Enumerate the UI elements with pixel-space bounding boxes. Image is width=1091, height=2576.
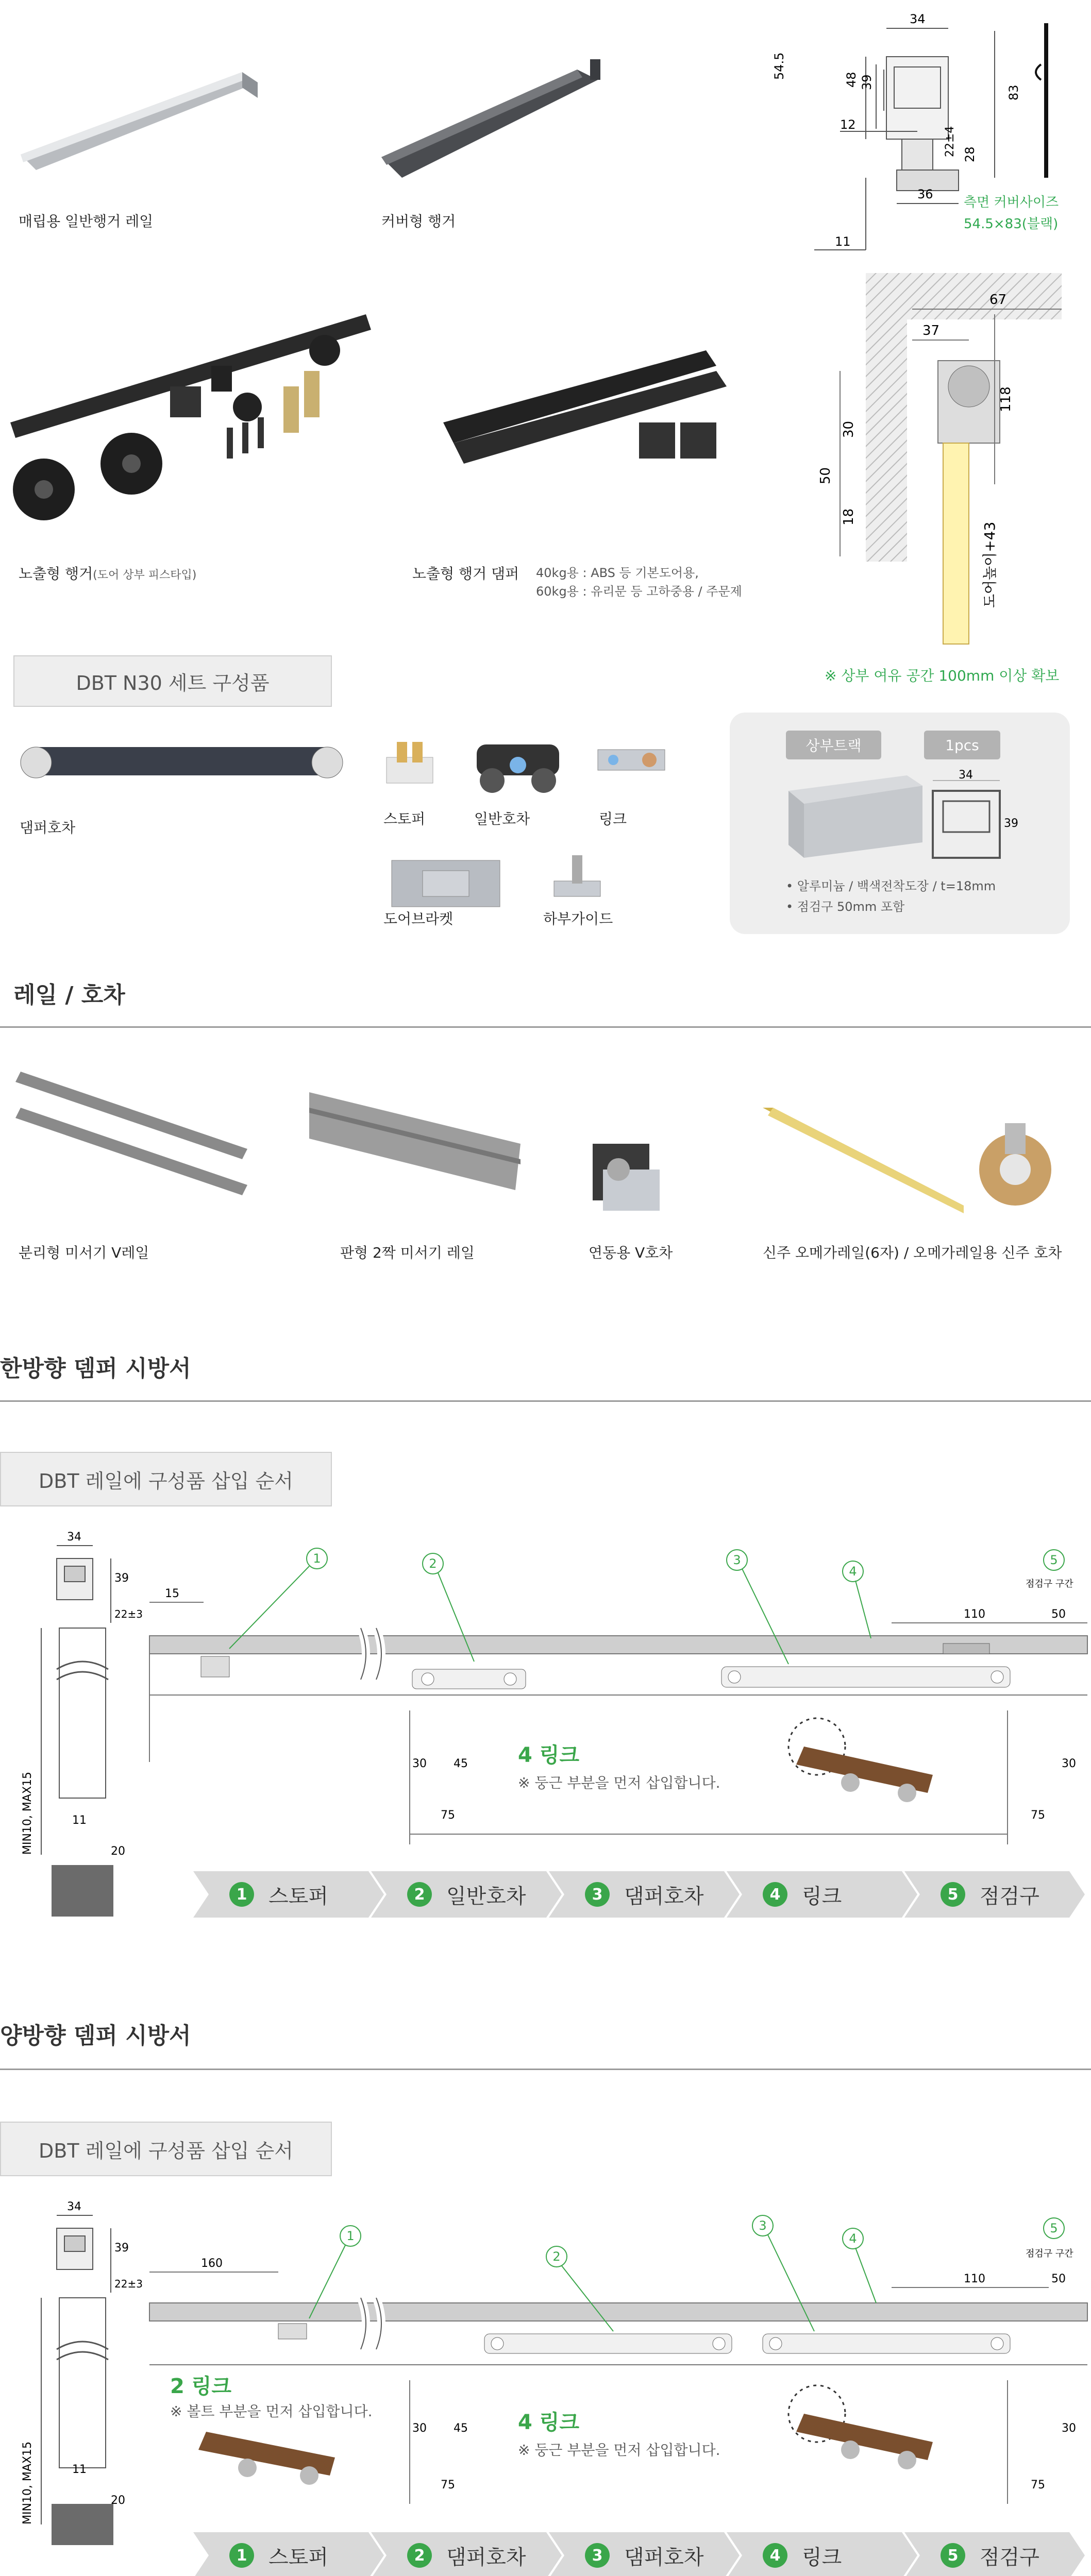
upper-space-note: ※ 상부 여유 공간 100mm 이상 확보 (825, 667, 1060, 684)
exposed-damper-desc1: 40kg용 : ABS 등 기본도어용, (536, 566, 699, 580)
exposed-damper-desc2: 60kg용 : 유리문 등 고하중용 / 주문제 (536, 584, 742, 599)
track-image (783, 770, 928, 863)
set-title: DBT N30 세트 구성품 (13, 655, 332, 707)
svg-text:45: 45 (454, 2422, 468, 2435)
svg-text:2 링크: 2 링크 (170, 2375, 232, 2398)
svg-text:30: 30 (412, 2422, 427, 2435)
set-bottom-guide-image (539, 845, 606, 907)
side-door-height: 도어높이+43 (981, 521, 998, 608)
svg-text:3: 3 (759, 2218, 767, 2233)
svg-text:3: 3 (733, 1553, 741, 1567)
set-damper-carriage-image (15, 732, 345, 793)
set-stopper-image (376, 732, 443, 793)
exposed-hanger-label: 노출형 행거(도어 상부 피스타입) (19, 565, 197, 582)
one-way-step-5: 5 점검구 (941, 1872, 1039, 1917)
svg-text:2: 2 (552, 2249, 561, 2264)
side-dim-50: 50 (818, 467, 833, 484)
side-install-drawing (799, 268, 1067, 649)
dim-d2: 22±4 (944, 126, 956, 157)
two-way-step-3: 3 댐퍼호차 (585, 2533, 704, 2576)
one-way-drawing (0, 1525, 1091, 1922)
svg-text:5: 5 (1050, 1553, 1058, 1567)
svg-text:점검구 구간: 점검구 구간 (1026, 2248, 1073, 2259)
side-dim-30: 30 (841, 420, 857, 438)
svg-text:30: 30 (412, 1757, 427, 1770)
recessed-rail-image (15, 52, 263, 175)
one-way-step-3: 3 댐퍼호차 (585, 1872, 704, 1917)
recessed-rail-label: 매립용 일반행거 레일 (19, 213, 154, 230)
set-carriage-image (466, 729, 569, 801)
svg-text:75: 75 (1031, 1809, 1045, 1822)
set-item-damper-carriage: 댐퍼호차 (20, 819, 76, 836)
svg-text:MIN10, MAX15: MIN10, MAX15 (21, 2441, 34, 2524)
two-way-step-1: 1 스토퍼 (229, 2533, 328, 2576)
rail-section-divider (0, 1026, 1091, 1028)
svg-text:2: 2 (429, 1556, 437, 1571)
rail-flat-image (309, 1087, 526, 1200)
svg-text:4 링크: 4 링크 (518, 2411, 580, 2434)
rail-section-title: 레일 / 호차 (13, 982, 125, 1008)
svg-text:39: 39 (114, 1572, 129, 1585)
dim-d3: 28 (963, 146, 977, 162)
rail-v-image (15, 1061, 258, 1185)
side-dim-18: 18 (841, 508, 857, 526)
svg-text:160: 160 (201, 2257, 223, 2270)
svg-text:11: 11 (72, 2463, 87, 2476)
svg-text:22±3: 22±3 (114, 2278, 143, 2290)
svg-text:30: 30 (1062, 1757, 1076, 1770)
track-h: 39 (1004, 817, 1018, 830)
svg-text:75: 75 (441, 1809, 455, 1822)
rail-item-flat: 판형 2짝 미서기 레일 (340, 1244, 475, 1261)
svg-text:50: 50 (1051, 1608, 1066, 1621)
two-way-drawing (0, 2195, 1091, 2545)
svg-text:22±3: 22±3 (114, 1608, 143, 1620)
dim-h3: 39 (860, 74, 874, 90)
rail-item-v-carriage: 연동용 V호차 (589, 1244, 673, 1261)
two-way-step-5: 5 점검구 (941, 2533, 1039, 2576)
dim-h2: 48 (844, 72, 859, 88)
cover-hanger-label: 커버형 행거 (381, 213, 456, 230)
one-way-step-1: 1 스토퍼 (229, 1872, 328, 1917)
svg-text:15: 15 (165, 1587, 179, 1600)
exposed-damper-label: 노출형 행거 댐퍼 (412, 565, 519, 582)
set-item-bottom-guide: 하부가이드 (543, 910, 613, 927)
side-dim-118: 118 (998, 386, 1014, 412)
exposed-hanger-image (5, 309, 376, 536)
svg-text:45: 45 (454, 1757, 468, 1770)
svg-text:110: 110 (964, 1608, 985, 1621)
two-way-step-2: 2 댐퍼호차 (407, 2533, 526, 2576)
svg-text:4 링크: 4 링크 (518, 1743, 580, 1767)
one-way-step-4: 4 링크 (763, 1872, 842, 1917)
svg-text:4: 4 (849, 1564, 857, 1579)
dim-d1: 12 (840, 117, 856, 132)
one-way-divider (0, 1400, 1091, 1402)
one-way-box: DBT 레일에 구성품 삽입 순서 (0, 1452, 332, 1506)
svg-text:30: 30 (1062, 2422, 1076, 2435)
svg-text:※ 볼트 부분을 먼저 삽입합니다.: ※ 볼트 부분을 먼저 삽입합니다. (170, 2403, 373, 2420)
svg-text:1: 1 (346, 2229, 355, 2243)
cover-note-line2: 54.5×83(블랙) (964, 216, 1059, 232)
svg-text:11: 11 (72, 1814, 87, 1827)
track-tag-qty: 1pcs (924, 731, 1000, 759)
two-way-box: DBT 레일에 구성품 삽입 순서 (0, 2122, 332, 2176)
exposed-damper-image (438, 345, 737, 479)
svg-text:34: 34 (67, 2200, 81, 2213)
svg-text:34: 34 (67, 1531, 81, 1544)
svg-text:※ 둥근 부분을 먼저 삽입합니다.: ※ 둥근 부분을 먼저 삽입합니다. (518, 1774, 720, 1791)
svg-text:5: 5 (1050, 2221, 1058, 2235)
svg-text:20: 20 (111, 2494, 125, 2507)
two-way-divider (0, 2069, 1091, 2070)
rail-item-omega: 신주 오메가레일(6자) / 오메가레일용 신주 호차 (763, 1244, 1062, 1261)
dim-d4: 36 (917, 187, 933, 201)
track-spec1: • 알루미늄 / 백색전착도장 / t=18mm (786, 879, 996, 893)
set-item-stopper: 스토퍼 (383, 810, 426, 827)
svg-text:4: 4 (849, 2231, 857, 2246)
svg-text:※ 둥근 부분을 먼저 삽입합니다.: ※ 둥근 부분을 먼저 삽입합니다. (518, 2442, 720, 2459)
dim-h4: 83 (1006, 84, 1021, 100)
v-carriage-image (582, 1128, 670, 1221)
track-tag-upper: 상부트랙 (786, 731, 881, 759)
one-way-title: 한방향 뎀퍼 시방서 (0, 1355, 191, 1382)
svg-text:20: 20 (111, 1845, 125, 1858)
rail-item-v: 분리형 미서기 V레일 (19, 1244, 149, 1261)
track-spec2: • 점검구 50mm 포함 (786, 900, 905, 914)
two-way-step-4: 4 링크 (763, 2533, 842, 2576)
set-link-image (593, 729, 670, 801)
dim-d5: 11 (835, 234, 851, 249)
set-item-link: 링크 (599, 810, 627, 827)
svg-text:50: 50 (1051, 2273, 1066, 2285)
svg-text:MIN10, MAX15: MIN10, MAX15 (21, 1771, 34, 1855)
track-w: 34 (959, 769, 973, 782)
svg-text:75: 75 (441, 2479, 455, 2492)
omega-rail-image (763, 1103, 969, 1226)
brass-carriage-image (964, 1113, 1072, 1221)
svg-text:1: 1 (313, 1551, 321, 1566)
two-way-title: 양방향 뎀퍼 시방서 (0, 2023, 191, 2049)
set-item-carriage: 일반호차 (474, 810, 530, 827)
svg-text:점검구 구간: 점검구 구간 (1026, 1579, 1073, 1589)
track-profile-drawing (922, 769, 1018, 863)
dim-w: 34 (910, 12, 926, 26)
cover-note-line1: 측면 커버사이즈 (964, 195, 1059, 210)
side-dim-37: 37 (922, 323, 940, 338)
set-item-door-bracket: 도어브라켓 (383, 910, 454, 927)
one-way-step-2: 2 일반호차 (407, 1872, 526, 1917)
dim-h1: 54.5 (772, 52, 786, 80)
side-dim-67: 67 (989, 292, 1007, 308)
svg-text:39: 39 (114, 2242, 129, 2255)
cover-hanger-image (381, 49, 608, 183)
set-door-bracket-image (381, 845, 510, 917)
svg-text:110: 110 (964, 2273, 985, 2285)
svg-text:75: 75 (1031, 2479, 1045, 2492)
